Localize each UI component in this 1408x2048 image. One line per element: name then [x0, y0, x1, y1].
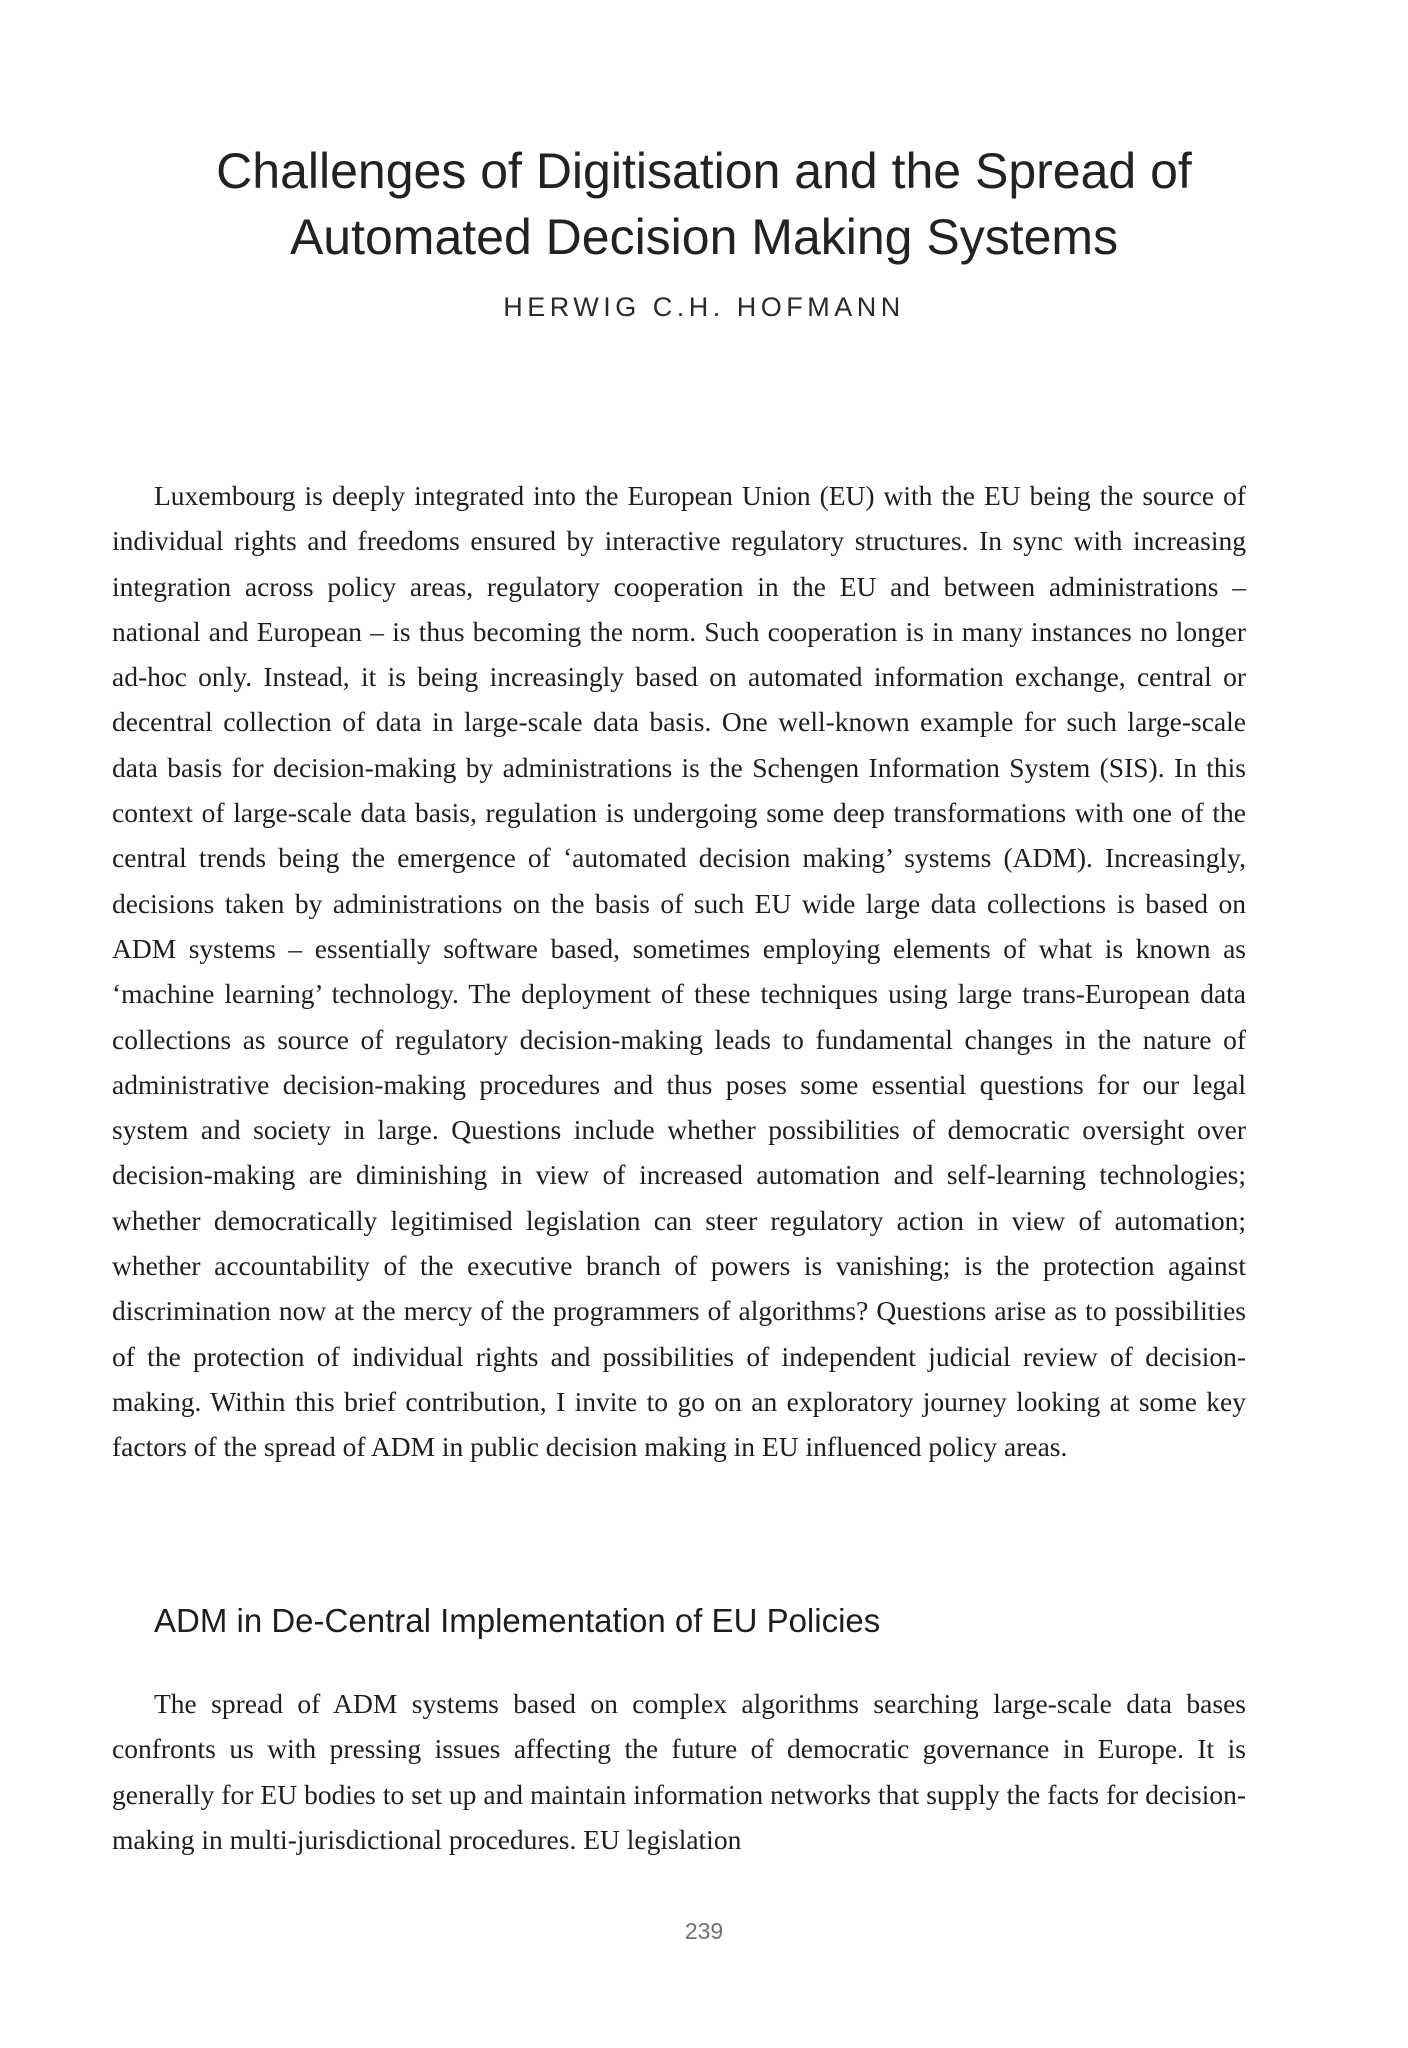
chapter-title-line-1: Challenges of Digitisation and the Spread of	[216, 143, 1192, 199]
section-paragraph-text: The spread of ADM systems based on complex algorithms searching large-scale data bases confronts us with pressing issues affecting the future of democratic governance in Europe. It is generally for EU bodies to set up and maintain information networks that supply the facts for decision-making in multi-jurisdictional procedures. EU legislation	[112, 1688, 1246, 1855]
intro-paragraph-text: Luxembourg is deeply integrated into the European Union (EU) with the EU being the source of individual rights and freedoms ensured by interactive regulatory structures. In sync with increasing integration across policy areas, regulatory cooperation in the EU and between administrations – national and European – is thus becoming the norm. Such cooperation is in many instances no longer ad-hoc only. Instead, it is being increasingly based on automated information exchange, central or decentral collection of data in large-scale data basis. One well-known example for such large-scale data basis for decision-making by administrations is the Schengen Information System (SIS). In this context of large-scale data basis, regulation is undergoing some deep transformations with one of the central trends being the emergence of ‘automated decision making’ systems (ADM). Increasingly, decisions taken by administrations on the basis of such EU wide large data collections is based on ADM systems – essentially software based, sometimes employing elements of what is known as ‘machine learning’ technology. The deployment of these techniques using large trans-European data collections as source of regulatory decision-making leads to fundamental changes in the nature of administrative decision-making procedures and thus poses some essential questions for our legal system and society in large. Questions include whether possibilities of democratic oversight over decision-making are diminishing in view of increased automation and self-learning technologies; whether democratically legitimised legislation can steer regulatory action in view of automation; whether accountability of the executive branch of powers is vanishing; is the protection against discrimination now at the mercy of the programmers of algorithms? Questions arise as to possibilities of the protection of individual rights and possibilities of independent judicial review of decision-making. Within this brief contribution, I invite to go on an exploratory journey looking at some key factors of the spread of ADM in public decision making in EU influenced policy areas.	[112, 480, 1246, 1463]
intro-paragraph	[112, 473, 1246, 1470]
author-name: HERWIG C.H. HOFMANN	[503, 292, 905, 322]
page-number: 239	[684, 1918, 724, 1944]
chapter-title	[0, 138, 1408, 270]
section-paragraph	[112, 1681, 1246, 1862]
chapter-title-line-2: Automated Decision Making Systems	[289, 209, 1119, 265]
section-heading: ADM in De-Central Implementation of EU Policies	[154, 1602, 881, 1639]
